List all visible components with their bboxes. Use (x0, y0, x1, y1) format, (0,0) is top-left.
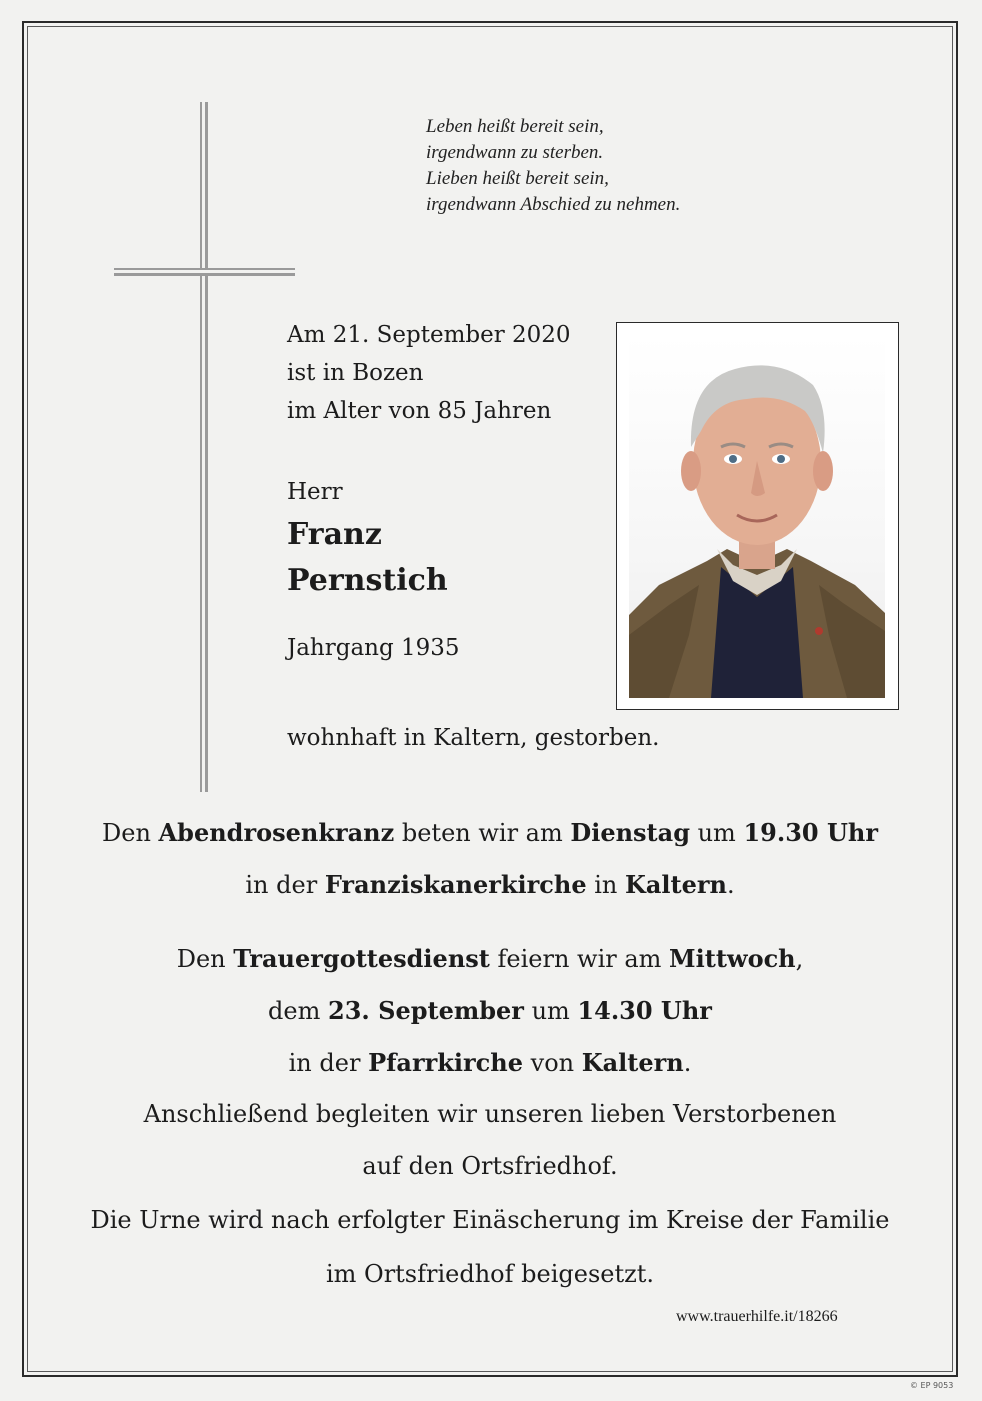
event-time: 14.30 Uhr (577, 996, 712, 1025)
cross-vertical-beam (200, 102, 208, 792)
urn-line: im Ortsfriedhof beigesetzt. (325, 1260, 655, 1288)
cross-horizontal-beam (114, 268, 295, 276)
first-name: Franz (287, 517, 382, 552)
verse-line: irgendwann Abschied zu nehmen. (426, 194, 681, 215)
portrait-photo (629, 335, 885, 698)
text-segment: in der (245, 871, 325, 899)
event-day: Mittwoch (669, 944, 796, 973)
death-announcement (287, 316, 571, 430)
text-segment: . (726, 871, 735, 899)
burial-line: Anschließend begleiten wir unseren lieben Verstorbenen (143, 1100, 837, 1128)
text-segment: dem (268, 997, 328, 1025)
text-segment: feiern wir am (489, 945, 670, 973)
urn-line: Die Urne wird nach erfolgter Einäscherung im Kreise der Familie (90, 1206, 890, 1234)
service-line-1 (40, 944, 940, 973)
website-link[interactable]: www.trauerhilfe.it/18266 (676, 1308, 838, 1325)
verse-line: Lieben heißt bereit sein, (426, 168, 609, 189)
portrait-illustration (629, 335, 885, 698)
rosary-line-1 (40, 818, 940, 847)
event-location: Pfarrkirche (368, 1048, 523, 1077)
service-line-2 (40, 996, 940, 1025)
text-segment: beten wir am (394, 819, 571, 847)
text-segment: um (523, 997, 578, 1025)
event-town: Kaltern (625, 870, 727, 899)
text-segment: um (689, 819, 744, 847)
intro-line: ist in Bozen (287, 360, 424, 386)
birth-year: Jahrgang 1935 (287, 635, 460, 661)
verse-line: irgendwann zu sterben. (426, 142, 604, 163)
intro-line: im Alter von 85 Jahren (287, 398, 552, 424)
last-name: Pernstich (287, 563, 448, 598)
event-location: Franziskanerkirche (324, 870, 587, 899)
deceased-name (287, 512, 448, 604)
service-line-3 (40, 1048, 940, 1077)
text-segment: . (683, 1049, 692, 1077)
event-town: Kaltern (581, 1048, 684, 1077)
portrait-frame (616, 322, 899, 710)
print-code: © EP 9053 (910, 1381, 954, 1390)
text-segment: Den (102, 819, 159, 847)
intro-line: Am 21. September 2020 (287, 322, 571, 348)
verse-line: Leben heißt bereit sein, (426, 116, 604, 137)
event-name: Abendrosenkranz (158, 818, 395, 847)
burial-line: auf den Ortsfriedhof. (362, 1152, 618, 1180)
text-segment: von (523, 1049, 582, 1077)
text-segment: Den (176, 945, 234, 973)
event-date: 23. September (328, 996, 524, 1025)
text-segment: in (586, 871, 625, 899)
event-name: Trauergottesdienst (233, 944, 490, 973)
rosary-line-2 (40, 870, 940, 899)
event-day: Dienstag (570, 818, 690, 847)
residence: wohnhaft in Kaltern, gestorben. (287, 725, 660, 751)
event-time: 19.30 Uhr (743, 818, 878, 847)
text-segment: , (795, 945, 804, 973)
verse (426, 114, 680, 218)
salutation: Herr (287, 479, 343, 505)
text-segment: in der (288, 1049, 369, 1077)
